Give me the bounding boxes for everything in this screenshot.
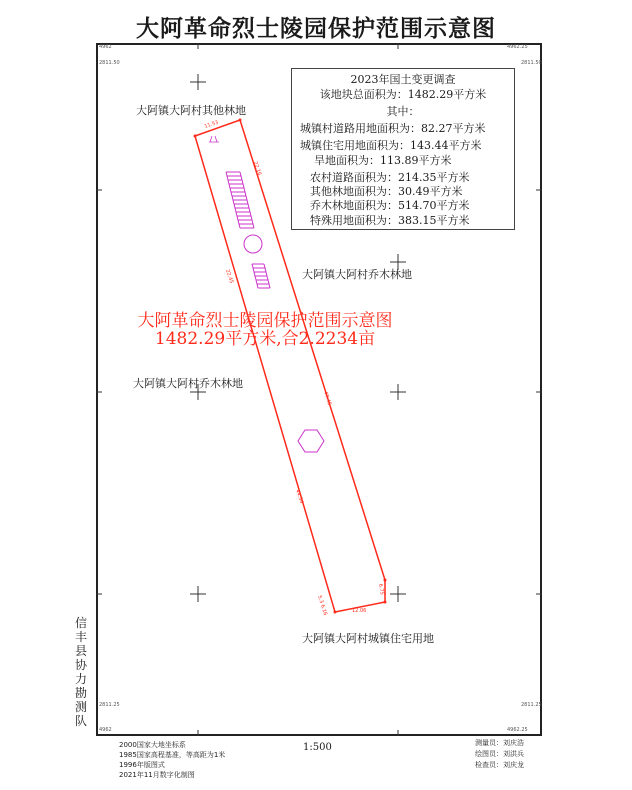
steps-symbol xyxy=(252,264,270,288)
survey-total: 该地块总面积为：1482.29平方米 xyxy=(319,88,487,101)
footer-drafter: 绘图员：刘洪兵 xyxy=(475,750,524,758)
corner-coord-bl-bot: 4962 xyxy=(99,727,112,733)
map-caption-title: 大阿革命烈士陵园保护范围示意图 xyxy=(137,311,393,331)
dim-label: 6.75 xyxy=(377,583,385,596)
footer-checker: 检查员：刘庆龙 xyxy=(475,761,524,769)
survey-item: 城镇村道路用地面积为：82.27平方米 xyxy=(300,122,486,135)
corner-coord-bl-side: 2811.25 xyxy=(99,702,120,708)
footer-elevation: 1985国家高程基准，等高距为1米 xyxy=(119,751,226,759)
survey-heading: 2023年国土变更调查 xyxy=(350,73,456,86)
footer-date: 2021年11月数字化制图 xyxy=(119,771,195,779)
corner-coord-br-bot: 4962.25 xyxy=(507,727,528,733)
dim-label: 22.16 xyxy=(252,160,263,177)
monument-hexagon-symbol xyxy=(298,430,324,452)
steps-symbol xyxy=(226,172,254,228)
corner-coord-tr-side: 2811.50 xyxy=(521,60,542,66)
survey-item: 特殊用地面积为：383.15平方米 xyxy=(310,214,470,227)
survey-item: 旱地面积为：113.89平方米 xyxy=(314,154,452,167)
footer-right xyxy=(475,738,524,771)
area-label-ne: 大阿镇大阿村乔木林地 xyxy=(302,268,412,281)
survey-item: 其他林地面积为：30.49平方米 xyxy=(310,185,463,198)
footer-coord-system: 2000国家大地坐标系 xyxy=(119,741,186,749)
page-title: 大阿革命烈士陵园保护范围示意图 xyxy=(136,15,496,42)
surveyor-org: 信丰县协力勘测队 xyxy=(74,616,87,728)
footer-legend-edition: 1996年版图式 xyxy=(119,761,165,769)
monument-circle-symbol xyxy=(244,235,262,253)
grid-cross xyxy=(190,74,206,90)
dry-land-icon xyxy=(209,136,219,142)
map-scale: 1:500 xyxy=(303,742,332,753)
survey-info-box xyxy=(291,68,515,230)
area-label-se: 大阿镇大阿村城镇住宅用地 xyxy=(302,632,434,645)
corner-coord-br-side: 2811.25 xyxy=(521,702,542,708)
map-caption-area: 1482.29平方米,合2.2234亩 xyxy=(154,328,376,349)
grid-cross xyxy=(390,586,406,602)
survey-item: 城镇住宅用地面积为：143.44平方米 xyxy=(300,139,482,152)
dim-label: 12.06 xyxy=(352,608,367,614)
grid-cross xyxy=(390,384,406,400)
area-label-w: 大阿镇大阿村乔木林地 xyxy=(133,377,243,390)
survey-item: 农村道路面积为：214.35平方米 xyxy=(310,171,470,184)
grid-cross xyxy=(190,586,206,602)
survey-item: 乔木林地面积为：514.70平方米 xyxy=(310,199,470,212)
corner-coord-tl-top: 4962 xyxy=(99,44,112,50)
dim-label: 44.34 xyxy=(294,488,305,505)
footer-left xyxy=(119,740,225,780)
dim-label: 47.45 xyxy=(322,390,333,407)
map-caption xyxy=(100,313,430,349)
corner-coord-tl-side: 2811.50 xyxy=(99,60,120,66)
corner-coord-tr-top: 4962.25 xyxy=(507,44,528,50)
dim-label: 11.53 xyxy=(203,119,220,130)
survey-among: 其中： xyxy=(386,105,420,118)
area-label-nw: 大阿镇大阿村其他林地 xyxy=(136,104,246,117)
dim-label: 5.3 6.16 xyxy=(316,594,329,617)
dim-label: 22.45 xyxy=(224,268,235,285)
footer-surveyor: 测量员：刘庆浩 xyxy=(475,739,524,747)
